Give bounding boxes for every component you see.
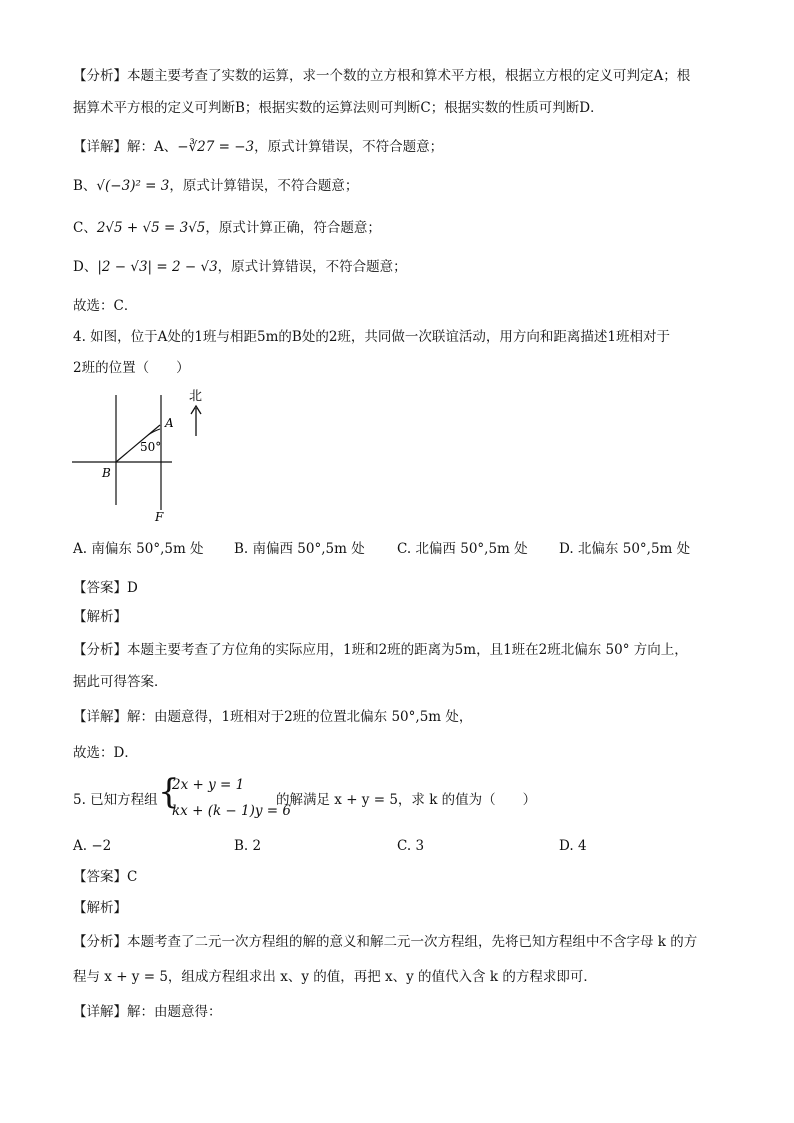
q4-stem-line-2: 2班的位置（ ） bbox=[73, 360, 190, 376]
q3-d-expression: |2 − √3| = 2 − √3 bbox=[97, 259, 218, 275]
q3-c-expression: 2√5 + √5 = 3√5 bbox=[96, 220, 206, 236]
q3-detail-a bbox=[73, 137, 443, 157]
q5-option-b-label: B. bbox=[234, 838, 249, 854]
q4-option-b bbox=[234, 539, 365, 559]
q4-option-a-text: 南偏东 50°,5m 处 bbox=[91, 541, 204, 557]
q5-option-d-label: D. bbox=[559, 838, 574, 854]
q4-option-b-label: B. bbox=[234, 541, 249, 557]
point-b-label: B bbox=[102, 466, 111, 480]
q5-analysis-head: 【解析】 bbox=[73, 900, 127, 916]
angle-label: 50° bbox=[140, 440, 162, 454]
q3-d-label: D、 bbox=[73, 259, 98, 275]
q4-direction-figure bbox=[66, 380, 216, 528]
q5-option-d-text: 4 bbox=[577, 838, 587, 854]
q4-analysis-line-2: 据此可得答案． bbox=[73, 674, 168, 690]
q5-system-brace: { bbox=[158, 772, 180, 812]
q3-detail-label: 【详解】解：A、 bbox=[73, 139, 178, 155]
q4-option-c bbox=[397, 539, 528, 559]
q3-choose: 故选：C． bbox=[73, 298, 138, 314]
q4-answer: 【答案】D bbox=[73, 580, 138, 596]
north-label: 北 bbox=[189, 389, 203, 404]
q4-option-d-text: 北偏东 50°,5m 处 bbox=[577, 541, 691, 557]
q5-stem-suffix: 的解满足 x + y = 5，求 k 的值为（ ） bbox=[276, 792, 537, 808]
q3-b-label: B、 bbox=[73, 178, 97, 194]
q4-option-c-text: 北偏西 50°,5m 处 bbox=[415, 541, 528, 557]
q5-option-c-label: C. bbox=[397, 838, 412, 854]
q4-option-c-label: C. bbox=[397, 541, 412, 557]
q3-detail-c bbox=[73, 218, 381, 238]
q4-analysis-head: 【解析】 bbox=[73, 609, 127, 625]
q3-analysis-line-1: 【分析】本题主要考查了实数的运算，求一个数的立方根和算术平方根，根据立方根的定义可判定A；根 bbox=[73, 68, 691, 84]
q4-option-a bbox=[73, 539, 204, 559]
q3-detail-b bbox=[73, 176, 358, 196]
q3-d-tail: ，原式计算错误，不符合题意； bbox=[217, 259, 407, 275]
q3-b-expression: √(−3)² = 3 bbox=[96, 178, 170, 194]
q3-b-tail: ，原式计算错误，不符合题意； bbox=[169, 178, 359, 194]
q3-c-tail: ，原式计算正确，符合题意； bbox=[205, 220, 381, 236]
q4-analysis-line-1: 【分析】本题主要考查了方位角的实际应用，1班和2班的距离为5m，且1班在2班北偏东 50° 方向上， bbox=[73, 642, 688, 658]
q4-choose: 故选：D． bbox=[73, 745, 138, 761]
point-f-label: F bbox=[155, 510, 164, 524]
q5-option-c bbox=[397, 836, 424, 856]
q5-analysis-line-1: 【分析】本题考查了二元一次方程组的解的意义和解二元一次方程组，先将已知方程组中不含字母 k 的方 bbox=[73, 934, 698, 950]
q3-analysis-line-2: 据算术平方根的定义可判断B；根据实数的运算法则可判断C；根据实数的性质可判断D． bbox=[73, 100, 604, 116]
q3-detail-d bbox=[73, 257, 407, 277]
q4-option-b-text: 南偏西 50°,5m 处 bbox=[252, 541, 365, 557]
q5-option-a-label: A. bbox=[73, 838, 88, 854]
q5-option-a bbox=[73, 836, 111, 856]
q5-analysis-line-2: 程与 x + y = 5，组成方程组求出 x、y 的值，再把 x、y 的值代入含 k 的方程求即可． bbox=[73, 969, 597, 985]
q5-option-a-text: −2 bbox=[91, 838, 112, 854]
q4-option-d-label: D. bbox=[559, 541, 574, 557]
q5-equation-2: kx + (k − 1)y = 6 bbox=[172, 803, 291, 819]
q4-option-d bbox=[559, 539, 690, 559]
q4-stem-line-1: 4. 如图，位于A处的1班与相距5m的B处的2班，共同做一次联谊活动，用方向和距离描述1班相对于 bbox=[73, 329, 670, 345]
q5-option-b bbox=[234, 836, 261, 856]
q4-detail: 【详解】解：由题意得，1班相对于2班的位置北偏东 50°,5m 处， bbox=[73, 709, 473, 725]
q3-c-label: C、 bbox=[73, 220, 97, 236]
q5-option-c-text: 3 bbox=[415, 838, 425, 854]
q3-a-tail: ，原式计算错误，不符合题意； bbox=[254, 139, 444, 155]
q5-equation-1: 2x + y = 1 bbox=[172, 777, 245, 793]
q5-detail: 【详解】解：由题意得： bbox=[73, 1004, 222, 1020]
q5-option-b-text: 2 bbox=[252, 838, 262, 854]
point-a-label: A bbox=[165, 416, 174, 430]
q3-a-expression: −∛27 = −3 bbox=[177, 139, 255, 155]
q4-option-a-label: A. bbox=[73, 541, 88, 557]
q5-answer: 【答案】C bbox=[73, 869, 138, 885]
q5-option-d bbox=[559, 836, 587, 856]
q5-stem-prefix: 5. 已知方程组 bbox=[73, 792, 158, 808]
